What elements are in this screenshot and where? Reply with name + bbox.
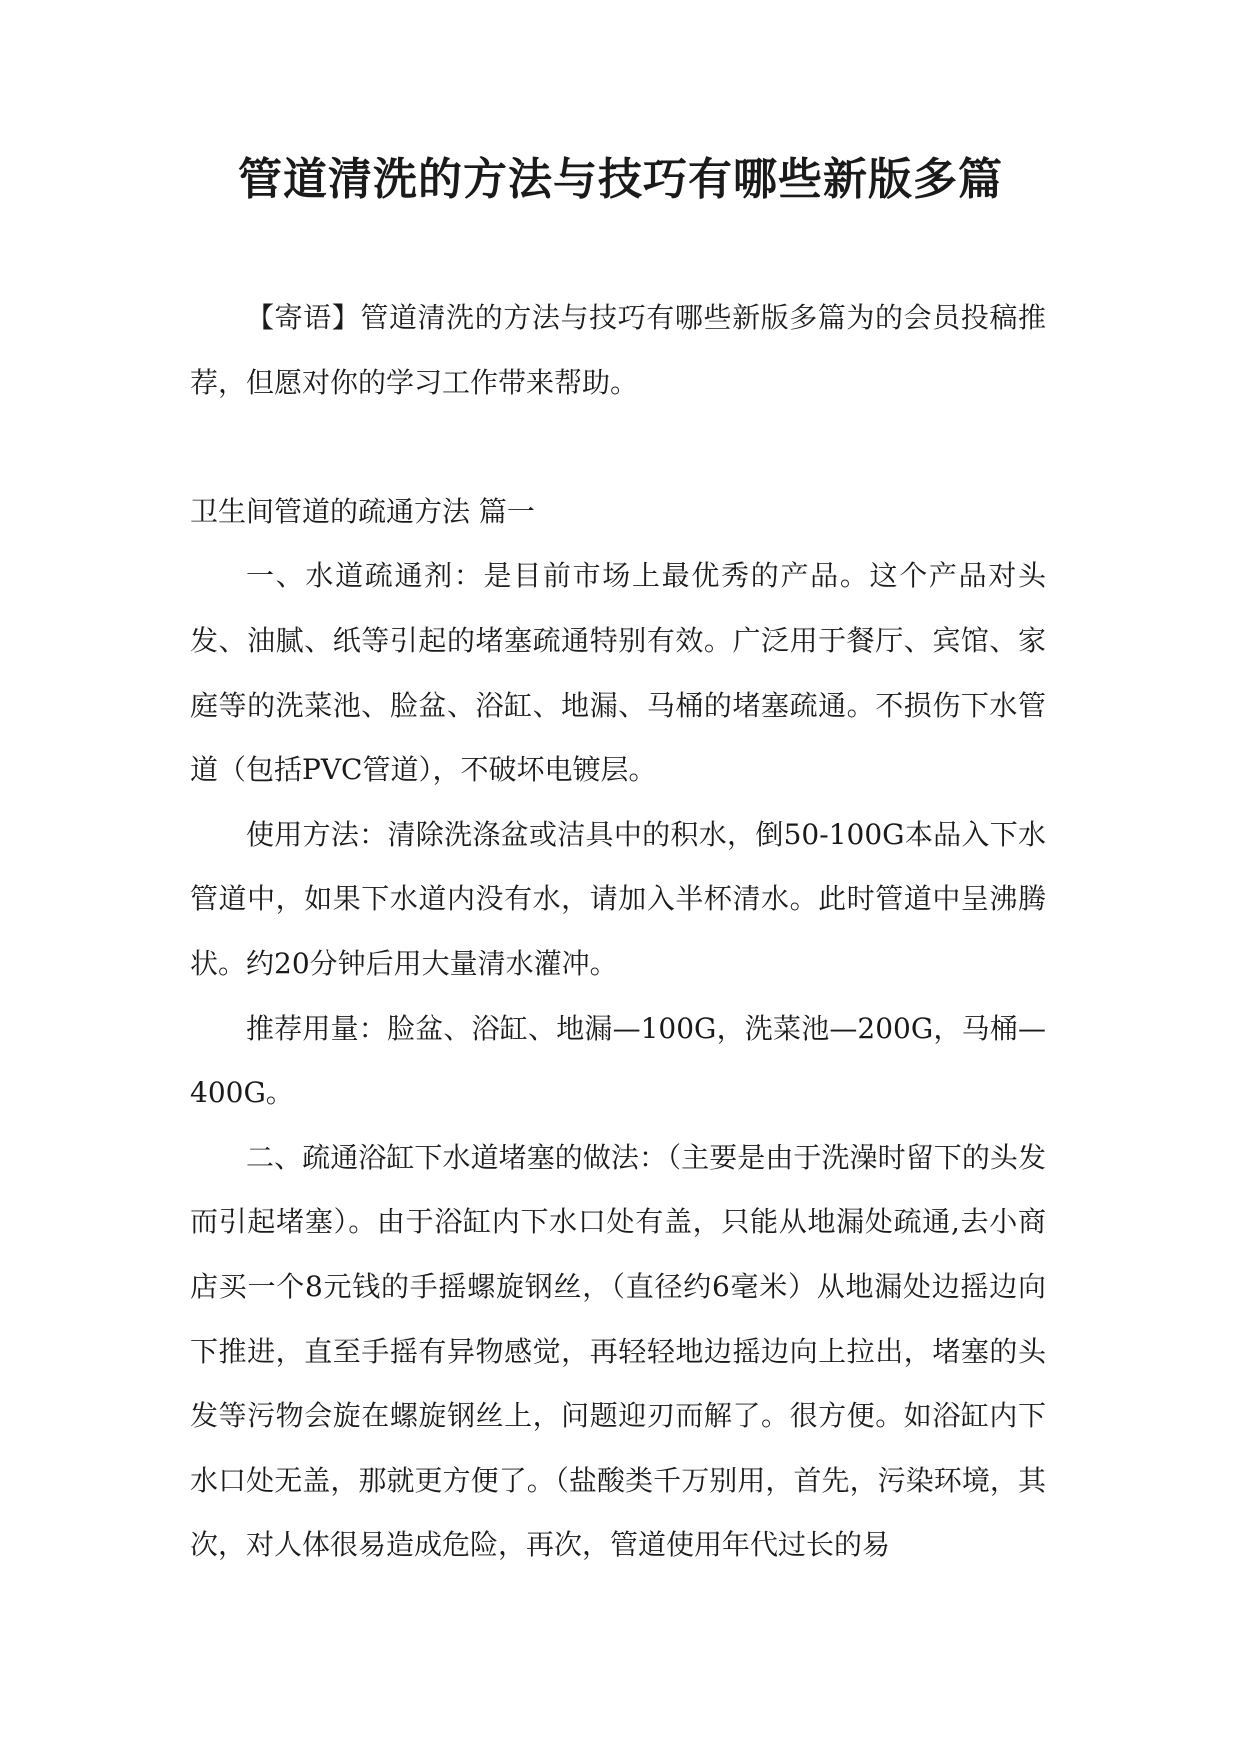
document-body [190, 286, 1046, 1578]
foreword-paragraph: 【寄语】管道清洗的方法与技巧有哪些新版多篇为的会员投稿推荐，但愿对你的学习工作带来帮助。 [190, 301, 1046, 399]
document-title: 管道清洗的方法与技巧有哪些新版多篇 [238, 154, 1003, 205]
body-paragraph-2: 使用方法：清除洗涤盆或洁具中的积水，倒50-100G本品入下水管道中，如果下水道内没有水，请加入半杯清水。此时管道中呈沸腾状。约20分钟后用大量清水灌冲。 [190, 817, 1046, 980]
paragraph-spacer [190, 415, 1046, 480]
body-paragraph-4: 二、疏通浴缸下水道堵塞的做法：（主要是由于洗澡时留下的头发而引起堵塞）。由于浴缸内下水口处有盖，只能从地漏处疏通,去小商店买一个8元钱的手摇螺旋钢丝，（直径约6毫米）从地漏处边摇边向下推进，直至手摇有异物感觉，再轻轻地边摇边向上拉出，堵塞的头发等污物会旋在螺旋钢丝上，问题迎刃而解了。很方便。如浴缸内下水口处无盖，那就更方便了。（盐酸类千万别用，首先，污染环境，其次，对人体很易造成危险，再次，管道使用年代过长的易 [190, 1140, 1046, 1562]
body-paragraph-1: 一、水道疏通剂：是目前市场上最优秀的产品。这个产品对头发、油腻、纸等引起的堵塞疏通特别有效。广泛用于餐厅、宾馆、家庭等的洗菜池、脸盆、浴缸、地漏、马桶的堵塞疏通。不损伤下水管道（包括PVC管道），不破坏电镀层。 [190, 559, 1046, 787]
section-heading: 卫生间管道的疏通方法 篇一 [190, 494, 535, 528]
body-paragraph-3: 推荐用量：脸盆、浴缸、地漏—100G，洗菜池—200G，马桶—400G。 [190, 1011, 1046, 1110]
